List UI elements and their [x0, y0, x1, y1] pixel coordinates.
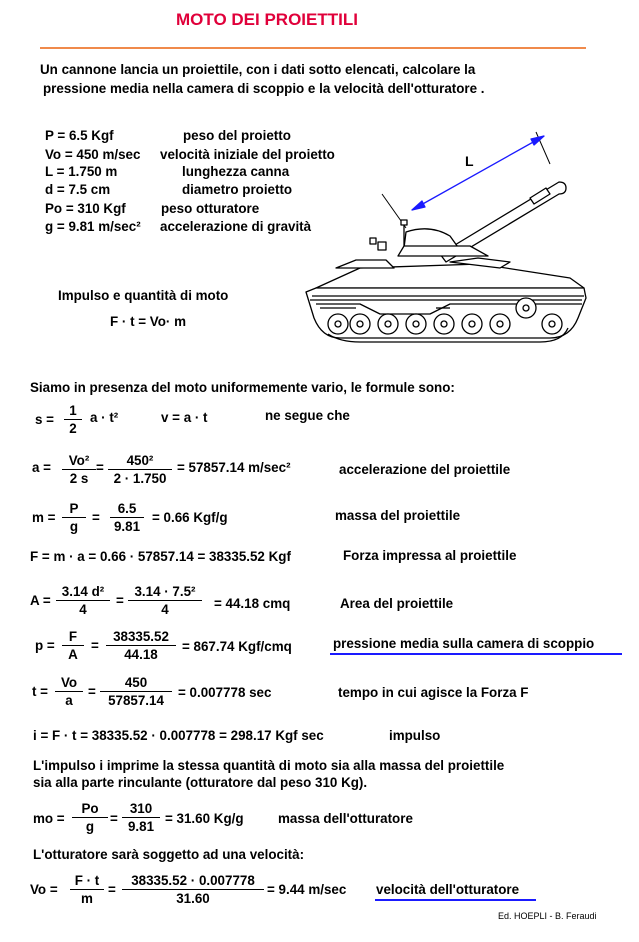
velocity-result: = 9.44 m/sec — [267, 882, 347, 897]
mass-lhs: m = — [32, 510, 56, 525]
mass-eq: = — [92, 510, 100, 525]
given-diameter-desc: diametro proietto — [182, 182, 293, 197]
mass-f2-den: 9.81 — [113, 519, 141, 534]
given-diameter: d = 7.5 cm — [45, 182, 111, 197]
given-length-desc: lunghezza canna — [182, 164, 290, 179]
mass-label: massa del proiettile — [335, 508, 461, 523]
pressure-eq: = — [91, 638, 99, 653]
impulse-calc-formula: i = F · t = 38335.52 · 0.007778 = 298.17 Kgf sec — [33, 728, 324, 743]
given-length: L = 1.750 m — [45, 164, 118, 179]
area-f1-num: 3.14 d² — [56, 584, 110, 601]
time-fraction-1 — [55, 675, 83, 708]
time-f2-num: 450 — [100, 675, 172, 692]
mass-f1-num: P — [62, 501, 86, 518]
pressure-f2-den: 44.18 — [124, 647, 158, 662]
mass-fraction-1 — [62, 501, 86, 534]
length-label: L — [465, 153, 474, 169]
s-fraction — [64, 403, 82, 436]
publisher-credit: Ed. HOEPLI - B. Feraudi — [498, 911, 597, 921]
time-label: tempo in cui agisce la Forza F — [338, 685, 529, 700]
area-f2-den: 4 — [161, 602, 169, 617]
breech-mass-f2-den: 9.81 — [127, 819, 155, 834]
breech-mass-result: = 31.60 Kg/g — [165, 811, 244, 826]
pressure-f2-num: 38335.52 — [106, 629, 176, 646]
pressure-label-underline — [330, 653, 622, 655]
pressure-f1-den: A — [68, 647, 78, 662]
velocity-label-underline — [375, 899, 536, 901]
given-weight: P = 6.5 Kgf — [45, 128, 114, 143]
velocity-f2-den: 31.60 — [176, 891, 210, 906]
given-velocity: Vo = 450 m/sec — [45, 147, 141, 162]
time-f2-den: 57857.14 — [108, 693, 164, 708]
impulse-calc-label: impulso — [389, 728, 441, 743]
given-breech-weight-desc: peso otturatore — [161, 201, 260, 216]
area-label: Area del proiettile — [340, 596, 454, 611]
area-f2-num: 3.14 · 7.5² — [128, 584, 202, 601]
mass-f2-num: 6.5 — [110, 501, 144, 518]
acc-f1-num: Vo² — [62, 453, 96, 470]
acc-f2-num: 450² — [108, 453, 172, 470]
area-fraction-1 — [56, 584, 110, 617]
time-f1-num: Vo — [55, 675, 83, 692]
area-f1-den: 4 — [79, 602, 87, 617]
impulse-heading: Impulso e quantità di moto — [58, 288, 229, 303]
mass-result: = 0.66 Kgf/g — [152, 510, 228, 525]
velocity-label: velocità dell'otturatore — [376, 882, 520, 897]
acc-eq: = — [96, 460, 104, 475]
breech-mass-label: massa dell'otturatore — [278, 811, 413, 826]
recoil-text-line-2: sia alla parte rinculante (otturatore dal peso 310 Kg). — [33, 775, 368, 790]
pressure-f1-num: F — [62, 629, 84, 646]
given-gravity: g = 9.81 m/sec² — [45, 219, 141, 234]
velocity-fraction-1 — [70, 873, 104, 906]
problem-statement-line-1: Un cannone lancia un proiettile, con i dati sotto elencati, calcolare la — [40, 62, 476, 77]
velocity-f1-num: F · t — [70, 873, 104, 890]
recoil-text-line-1: L'impulso i imprime la stessa quantità di moto sia alla massa del proiettile — [33, 758, 505, 773]
area-eq: = — [116, 593, 124, 608]
mass-fraction-2 — [110, 501, 144, 534]
time-fraction-2 — [100, 675, 172, 708]
time-eq: = — [88, 684, 96, 699]
s-fraction-den: 2 — [69, 421, 77, 436]
pressure-fraction-2 — [106, 629, 176, 662]
acc-fraction-1 — [62, 453, 96, 486]
force-formula: F = m · a = 0.66 · 57857.14 = 38335.52 Kgf — [30, 549, 291, 564]
time-result: = 0.007778 sec — [178, 685, 272, 700]
impulse-formula: F · t = Vo· m — [110, 314, 187, 329]
page-title: MOTO DEI PROIETTILI — [176, 10, 358, 29]
problem-statement-line-2: pressione media nella camera di scoppio e la velocità dell'otturatore . — [43, 81, 485, 96]
motion-intro: Siamo in presenza del moto uniformemente vario, le formule sono: — [30, 380, 455, 395]
velocity-f1-den: m — [81, 891, 93, 906]
s-formula-rhs: a · t² — [90, 410, 119, 425]
acc-fraction-2 — [108, 453, 172, 486]
breech-mass-lhs: mo = — [33, 811, 65, 826]
velocity-lhs: Vo = — [30, 882, 58, 897]
velocity-f2-num: 38335.52 · 0.007778 — [122, 873, 264, 890]
given-velocity-desc: velocità iniziale del proietto — [160, 147, 335, 162]
breech-mass-fraction-1 — [72, 801, 108, 834]
acc-f1-den: 2 s — [69, 471, 89, 486]
pressure-result: = 867.74 Kgf/cmq — [182, 639, 292, 654]
tank-illustration — [300, 128, 590, 358]
v-formula: v = a · t — [161, 410, 208, 425]
acc-label: accelerazione del proiettile — [339, 462, 511, 477]
breech-mass-f2-num: 310 — [122, 801, 160, 818]
time-f1-den: a — [65, 693, 73, 708]
force-label: Forza impressa al proiettile — [343, 548, 517, 563]
area-result: = 44.18 cmq — [214, 596, 291, 611]
breech-mass-eq: = — [110, 811, 118, 826]
given-breech-weight: Po = 310 Kgf — [45, 201, 126, 216]
time-lhs: t = — [32, 684, 48, 699]
breech-mass-fraction-2 — [122, 801, 160, 834]
area-lhs: A = — [30, 593, 51, 608]
area-fraction-2 — [128, 584, 202, 617]
breech-mass-f1-num: Po — [72, 801, 108, 818]
velocity-fraction-2 — [122, 873, 264, 906]
pressure-label: pressione media sulla camera di scoppio — [333, 636, 595, 651]
acc-result: = 57857.14 m/sec² — [177, 460, 291, 475]
given-gravity-desc: accelerazione di gravità — [160, 219, 312, 234]
s-formula-lhs: s = — [35, 412, 54, 427]
follows-text: ne segue che — [265, 408, 350, 423]
pressure-fraction-1 — [62, 629, 84, 662]
mass-f1-den: g — [69, 519, 79, 534]
acc-f2-den: 2 · 1.750 — [113, 471, 167, 486]
velocity-intro: L'otturatore sarà soggetto ad una velocità: — [33, 847, 305, 862]
acc-lhs: a = — [32, 460, 51, 475]
velocity-eq: = — [108, 882, 116, 897]
pressure-lhs: p = — [35, 638, 55, 653]
breech-mass-f1-den: g — [85, 819, 95, 834]
title-divider — [40, 47, 586, 49]
s-fraction-num: 1 — [64, 403, 82, 420]
given-weight-desc: peso del proietto — [183, 128, 291, 143]
